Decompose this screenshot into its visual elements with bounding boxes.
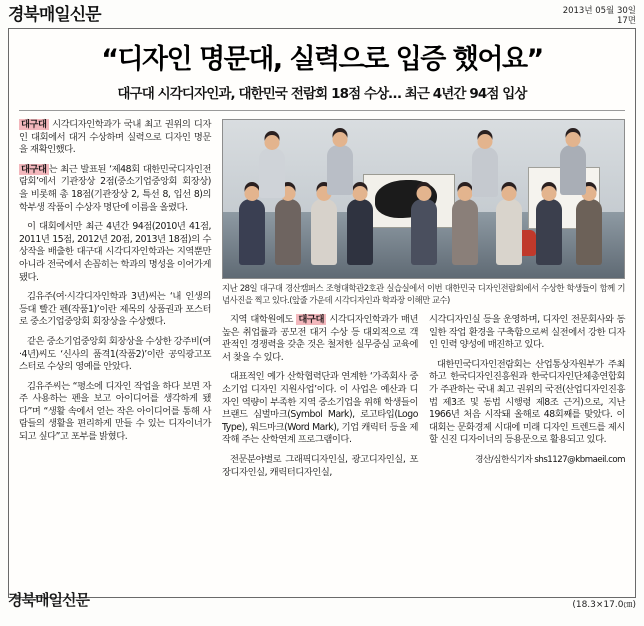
page-number: 17면 <box>616 16 636 26</box>
paragraph: 대한민국디자인전람회는 산업통상자원부가 주최하고 한국디자인진흥원과 한국디자인단체총연합회가 주관하는 국내 최고 권위의 국전(산업디자인진흥법 제3조 및 동법 시행령 제8조 근거)으로, 지난 1966년 처음 시작돼 올해로 48회째를 맞았다. 이 대회는 문화경제 시대에 미래 디자인 트렌드를 제시할 신진 디자이너의 등용문으로 활용되고 있다. <box>429 358 625 446</box>
article-frame <box>8 28 636 598</box>
photo-person <box>536 199 562 265</box>
photo-person <box>239 199 265 265</box>
footer-paper-name: 경북매일신문 <box>8 591 89 609</box>
photo-person <box>311 199 337 265</box>
photo-caption: 지난 28일 대구대 경산캠퍼스 조형대학관2호관 실습실에서 이번 대한민국 디자인전람회에서 수상한 학생들이 함께 기념사진을 찍고 있다.(앞줄 가운데 시각디자인과 학과장 이해만 교수) <box>222 283 625 305</box>
paragraph: 시각디자인실 등을 운영하며, 디자인 전문회사와 동일한 작업 환경을 구축함으로써 실전에서 강한 디자인 인력 양성에 매진하고 있다. <box>429 314 625 351</box>
group-photo <box>222 119 625 279</box>
paragraph: 김유주씨는 “평소에 디자인 작업을 하다 보면 자주 사용하는 펜을 보고 아이디어를 생각하게 됐다”며 “생활 속에서 얻는 작은 아이디어를 통해 사람들의 생활을 편리하게 만들 수 있는 디자이너가 되고 싶다”고 포부를 밝혔다. <box>19 380 211 443</box>
article-column-1 <box>19 119 211 549</box>
paper-name: 경북매일신문 <box>8 5 101 25</box>
paragraph <box>222 314 418 364</box>
paragraph-text: 시각디자인학과가 매년 높은 취업률과 공모전 대거 수상 등 대외적으로 객관적인 경쟁력을 갖춘 것은 철저한 실무중심 교육에서 찾을 수 있다. <box>222 314 418 363</box>
photo-person-head <box>245 186 260 201</box>
lower-columns <box>222 314 625 486</box>
paragraph: 이 대회에서만 최근 4년간 94점(2010년 41점, 2011년 15점, 2012년 20점, 2013년 18점)의 수상작을 배출한 대구대 시각디자인학과는 지역뿐만 아니라 전국에서 손꼽히는 학과의 명성을 이어가게 됐다. <box>19 221 211 283</box>
photo-block <box>222 119 625 306</box>
photo-person <box>472 147 498 197</box>
paragraph-text: 는 최근 발표된 ‘제48회 대한민국디자인전람회’에서 기관장상 2점(중소기업중앙회 회장상)을 비롯해 총 18점(기관장상 2, 특선 8, 입선 8)의 학부생 작품이 수상자 명단에 이름을 올렸다. <box>19 163 211 213</box>
byline: 경산/심한식기자 shs1127@kbmaeil.com <box>475 454 625 465</box>
photo-person-head <box>565 132 580 147</box>
photo-person <box>411 199 437 265</box>
page-footer <box>8 589 636 610</box>
lead-tag: 대구대 <box>298 314 324 325</box>
lead-tag: 대구대 <box>21 119 47 130</box>
paragraph: 같은 중소기업중앙회 회장상을 수상한 강주비(여·4년)씨도 ‘신사의 품격1(작품2)’이란 공익광고포스터로 수상의 영예를 안았다. <box>19 335 211 373</box>
masthead <box>0 0 644 26</box>
photo-person <box>347 199 373 265</box>
photo-person-head <box>501 186 516 201</box>
photo-person <box>275 199 301 265</box>
paragraph: 대표적인 예가 산학협력단과 연계한 ‘가족회사 중소기업 디자인 지원사업’이다. 이 사업은 예산과 디자인 역량이 부족한 지역 중소기업을 위해 학생들이 브랜드 심벌마크(Symbol Mark), 로고타입(Logo Type), 워드마크(Word Mark), 기업 캐릭터 등을 제작해 주는 산학연계 프로그램이다. <box>222 371 418 446</box>
article-body <box>19 119 625 549</box>
photo-person <box>259 148 285 198</box>
article-column-3 <box>429 314 625 486</box>
photo-person-head <box>457 186 472 201</box>
issue-date: 2013년 05월 30일 <box>562 6 636 16</box>
footer-size-note: (18.3×17.0㎝) <box>572 600 636 610</box>
lead-tag: 대구대 <box>21 163 47 175</box>
divider <box>19 110 625 111</box>
paragraph: 김유주(여·시각디자인학과 3년)씨는 ‘내 인생의 등대 빨간 펜(작품1)’이란 제목의 상품권과 포스터로 중소기업중앙회 회장상을 수상했다. <box>19 291 211 328</box>
article-subhead: 대구대 시각디자인과, 대한민국 전람회 18점 수상… 최근 4년간 94점 입상 <box>117 86 527 102</box>
paragraph-pre: 지역 대학원에도 <box>230 314 297 325</box>
paragraph-text: 시각디자인학과가 국내 최고 권위의 디자인 대회에서 대거 수상하며 실력으로 디자인 명문을 재확인했다. <box>19 119 211 156</box>
photo-person-head <box>477 134 492 149</box>
photo-person <box>452 199 478 265</box>
paragraph: 전문분야별로 그래픽디자인실, 광고디자인실, 포장디자인실, 캐릭터디자인실, <box>222 453 418 478</box>
photo-person-head <box>333 132 348 147</box>
article-column-2 <box>222 314 418 486</box>
photo-person-head <box>353 186 368 201</box>
photo-person <box>496 199 522 265</box>
page-title: “디자인 명문대, 실력으로 입증 했어요” <box>101 44 543 75</box>
photo-person <box>327 145 353 195</box>
photo-person-head <box>265 135 280 150</box>
photo-person-head <box>417 186 432 201</box>
paragraph <box>19 119 211 157</box>
paragraph <box>19 164 211 214</box>
photo-person <box>560 145 586 195</box>
photo-and-columns <box>222 119 625 549</box>
photo-person-head <box>541 186 556 201</box>
issue-info <box>563 5 636 26</box>
photo-person <box>576 199 602 265</box>
